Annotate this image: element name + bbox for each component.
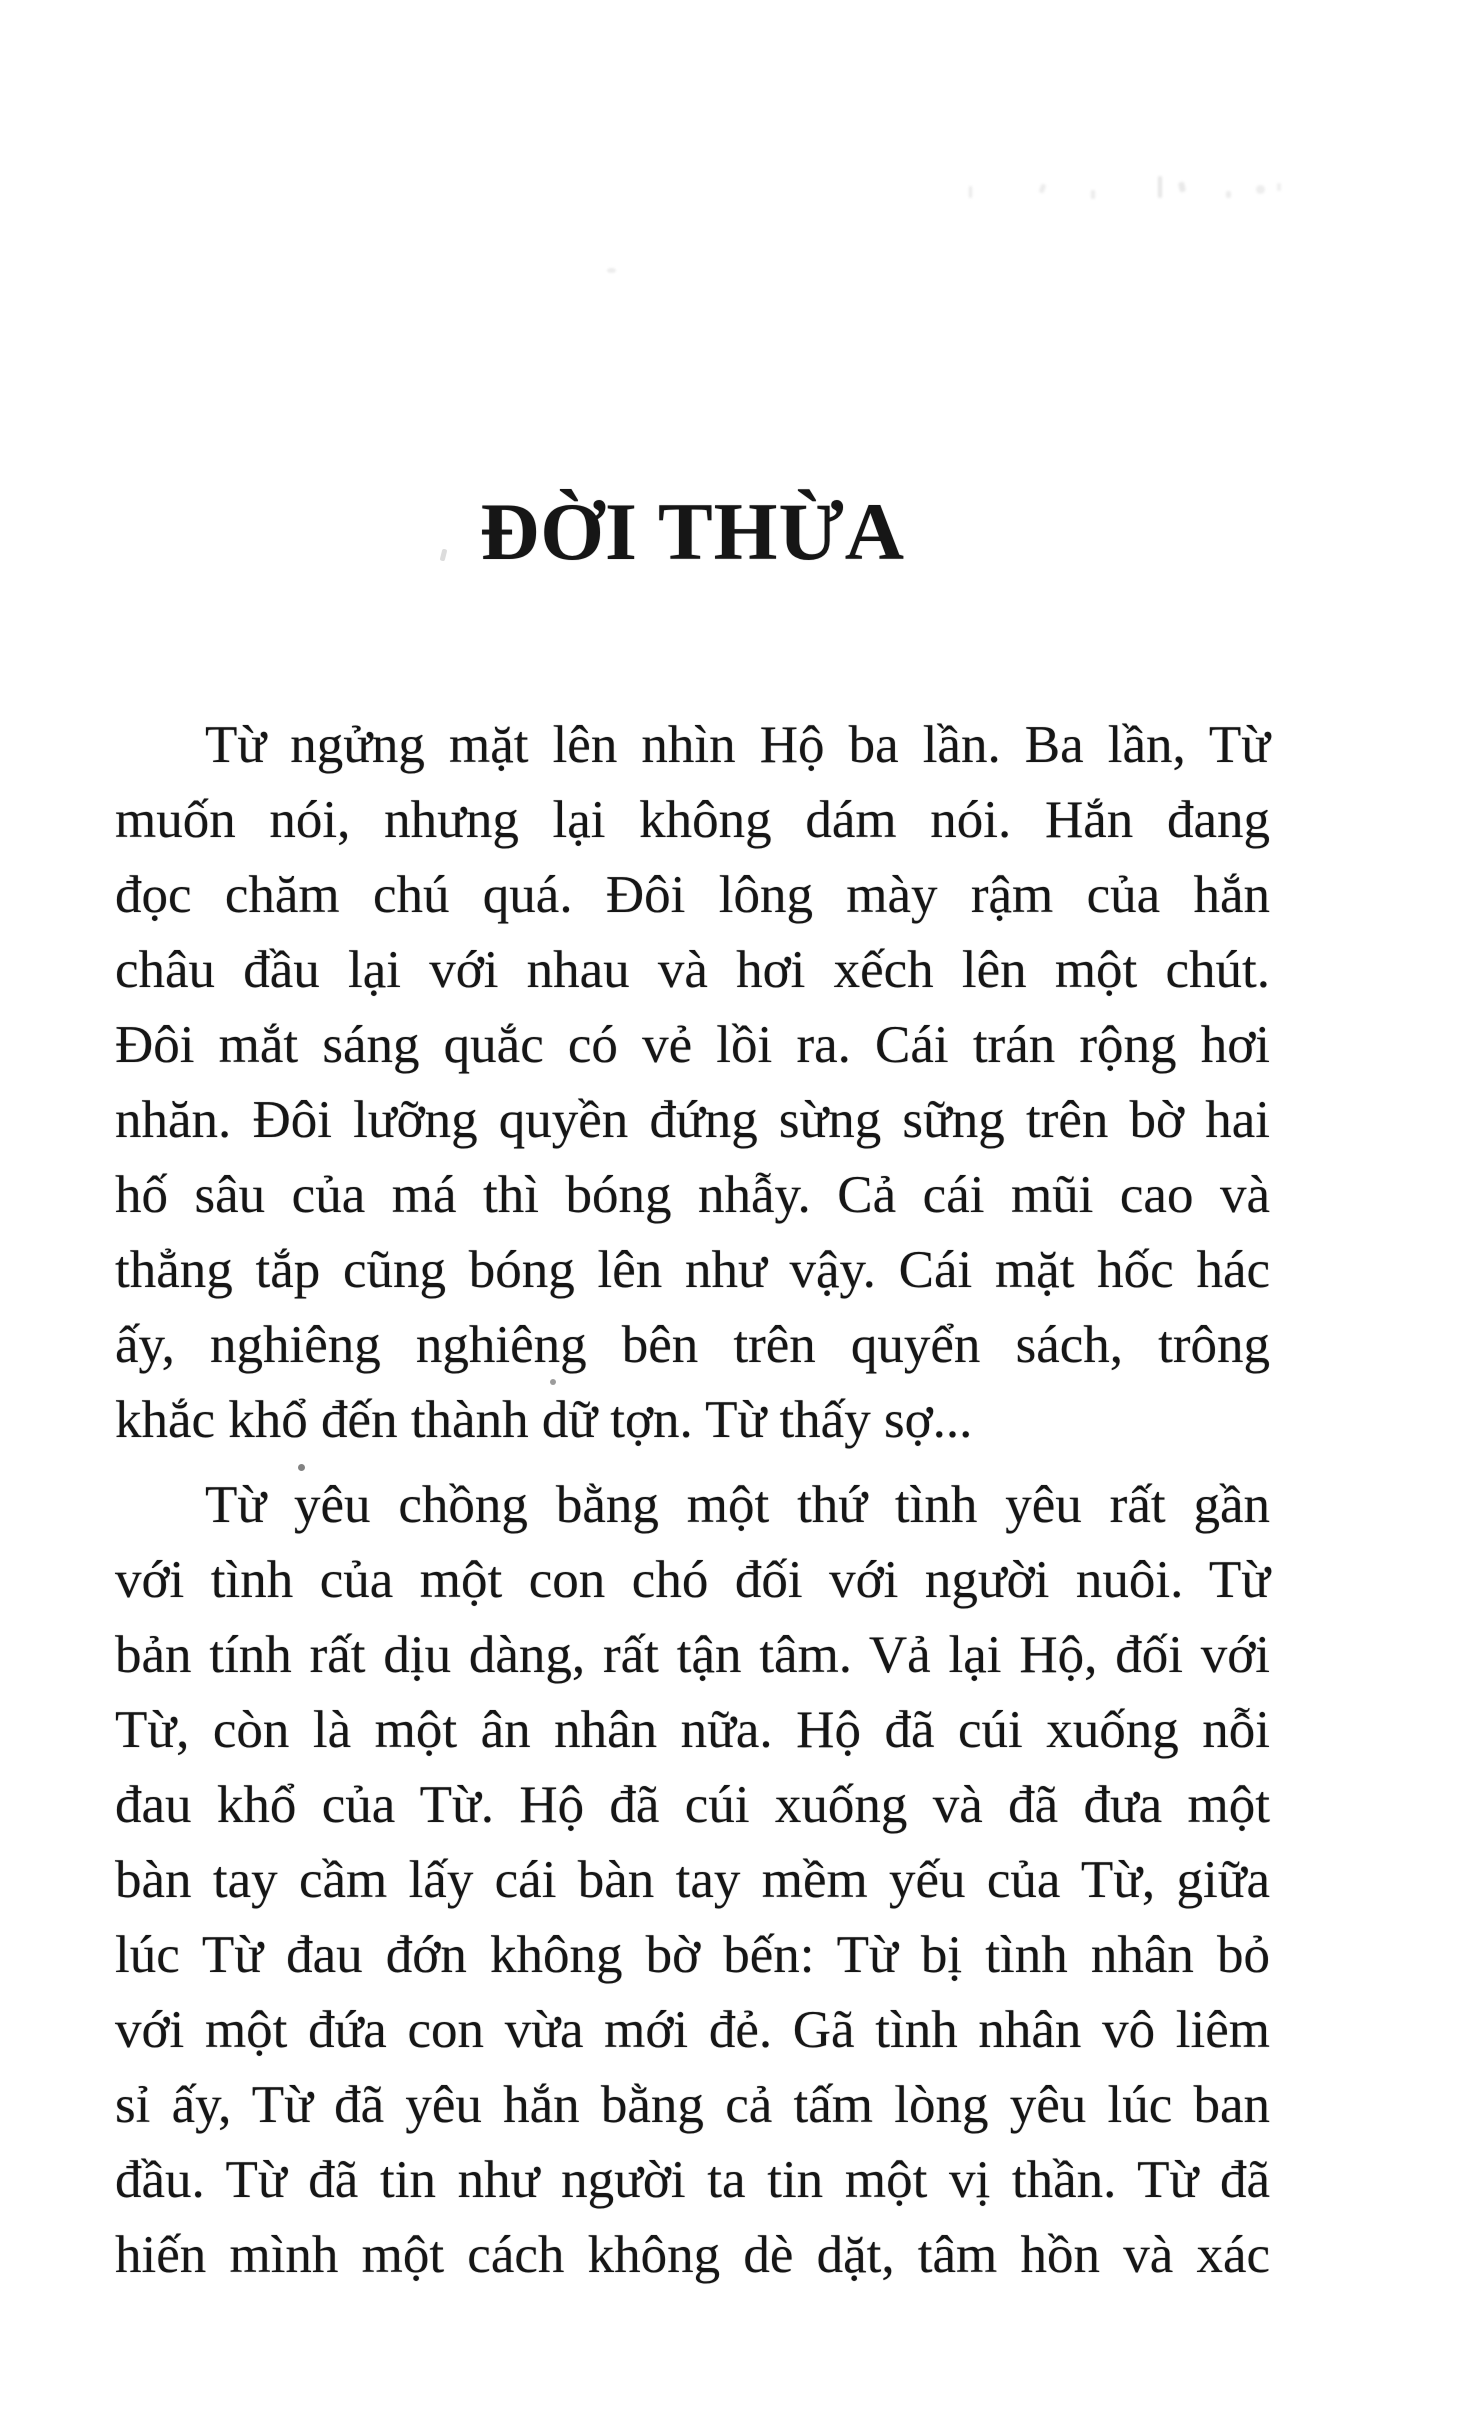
text-line: châu đầu lại với nhau và hơi xếch lên một chút. <box>115 941 1270 999</box>
text-line: Từ, còn là một ân nhân nữa. Hộ đã cúi xuống nỗi <box>115 1701 1270 1759</box>
text-line: ấy, nghiêng nghiêng bên trên quyển sách, trông <box>115 1316 1270 1374</box>
story-text <box>115 708 1270 2293</box>
text-line: khắc khổ đến thành dữ tợn. Từ thấy sợ... <box>115 1391 973 1449</box>
scan-smudge <box>1039 183 1047 193</box>
text-line: lúc Từ đau đớn không bờ bến: Từ bị tình nhân bỏ <box>115 1926 1270 1984</box>
text-line: đầu. Từ đã tin như người ta tin một vị thần. Từ đã <box>115 2151 1270 2209</box>
text-line: bàn tay cầm lấy cái bàn tay mềm yếu của Từ, giữa <box>115 1851 1270 1909</box>
scan-smudge <box>1178 181 1186 192</box>
text-line: hiến mình một cách không dè dặt, tâm hồn và xác <box>115 2226 1270 2284</box>
text-line: sỉ ấy, Từ đã yêu hắn bằng cả tấm lòng yêu lúc ban <box>115 2076 1270 2134</box>
scan-smudge <box>1158 176 1162 198</box>
text-line: thẳng tắp cũng bóng lên như vậy. Cái mặt hốc hác <box>115 1241 1270 1299</box>
scan-smudge <box>969 186 972 198</box>
paragraph-2 <box>115 1468 1270 2293</box>
scan-smudge <box>1256 185 1265 194</box>
scan-smudge <box>1091 190 1095 199</box>
text-line: nhăn. Đôi lưỡng quyền đứng sừng sững trên bờ hai <box>115 1091 1270 1149</box>
story-title: ĐỜI THỪA <box>480 486 905 577</box>
text-line: đọc chăm chú quá. Đôi lông mày rậm của hắn <box>115 866 1270 924</box>
text-line: đau khổ của Từ. Hộ đã cúi xuống và đã đưa một <box>115 1776 1270 1834</box>
text-line: bản tính rất dịu dàng, rất tận tâm. Vả lại Hộ, đối với <box>115 1626 1270 1684</box>
scan-speck <box>607 268 616 273</box>
scan-smudge <box>1226 191 1231 198</box>
paragraph-1 <box>115 708 1270 1458</box>
text-line: hố sâu của má thì bóng nhẫy. Cả cái mũi cao và <box>115 1166 1270 1224</box>
text-line: Đôi mắt sáng quắc có vẻ lồi ra. Cái trán rộng hơi <box>115 1016 1270 1074</box>
text-line: muốn nói, nhưng lại không dám nói. Hắn đang <box>115 791 1270 849</box>
text-line: với tình của một con chó đối với người nuôi. Từ <box>115 1551 1270 1609</box>
scan-smudge <box>1277 183 1281 191</box>
text-line: Từ ngửng mặt lên nhìn Hộ ba lần. Ba lần, Từ <box>205 716 1270 774</box>
text-line: Từ yêu chồng bằng một thứ tình yêu rất gần <box>205 1476 1270 1534</box>
text-line: với một đứa con vừa mới đẻ. Gã tình nhân vô liêm <box>115 2001 1270 2059</box>
